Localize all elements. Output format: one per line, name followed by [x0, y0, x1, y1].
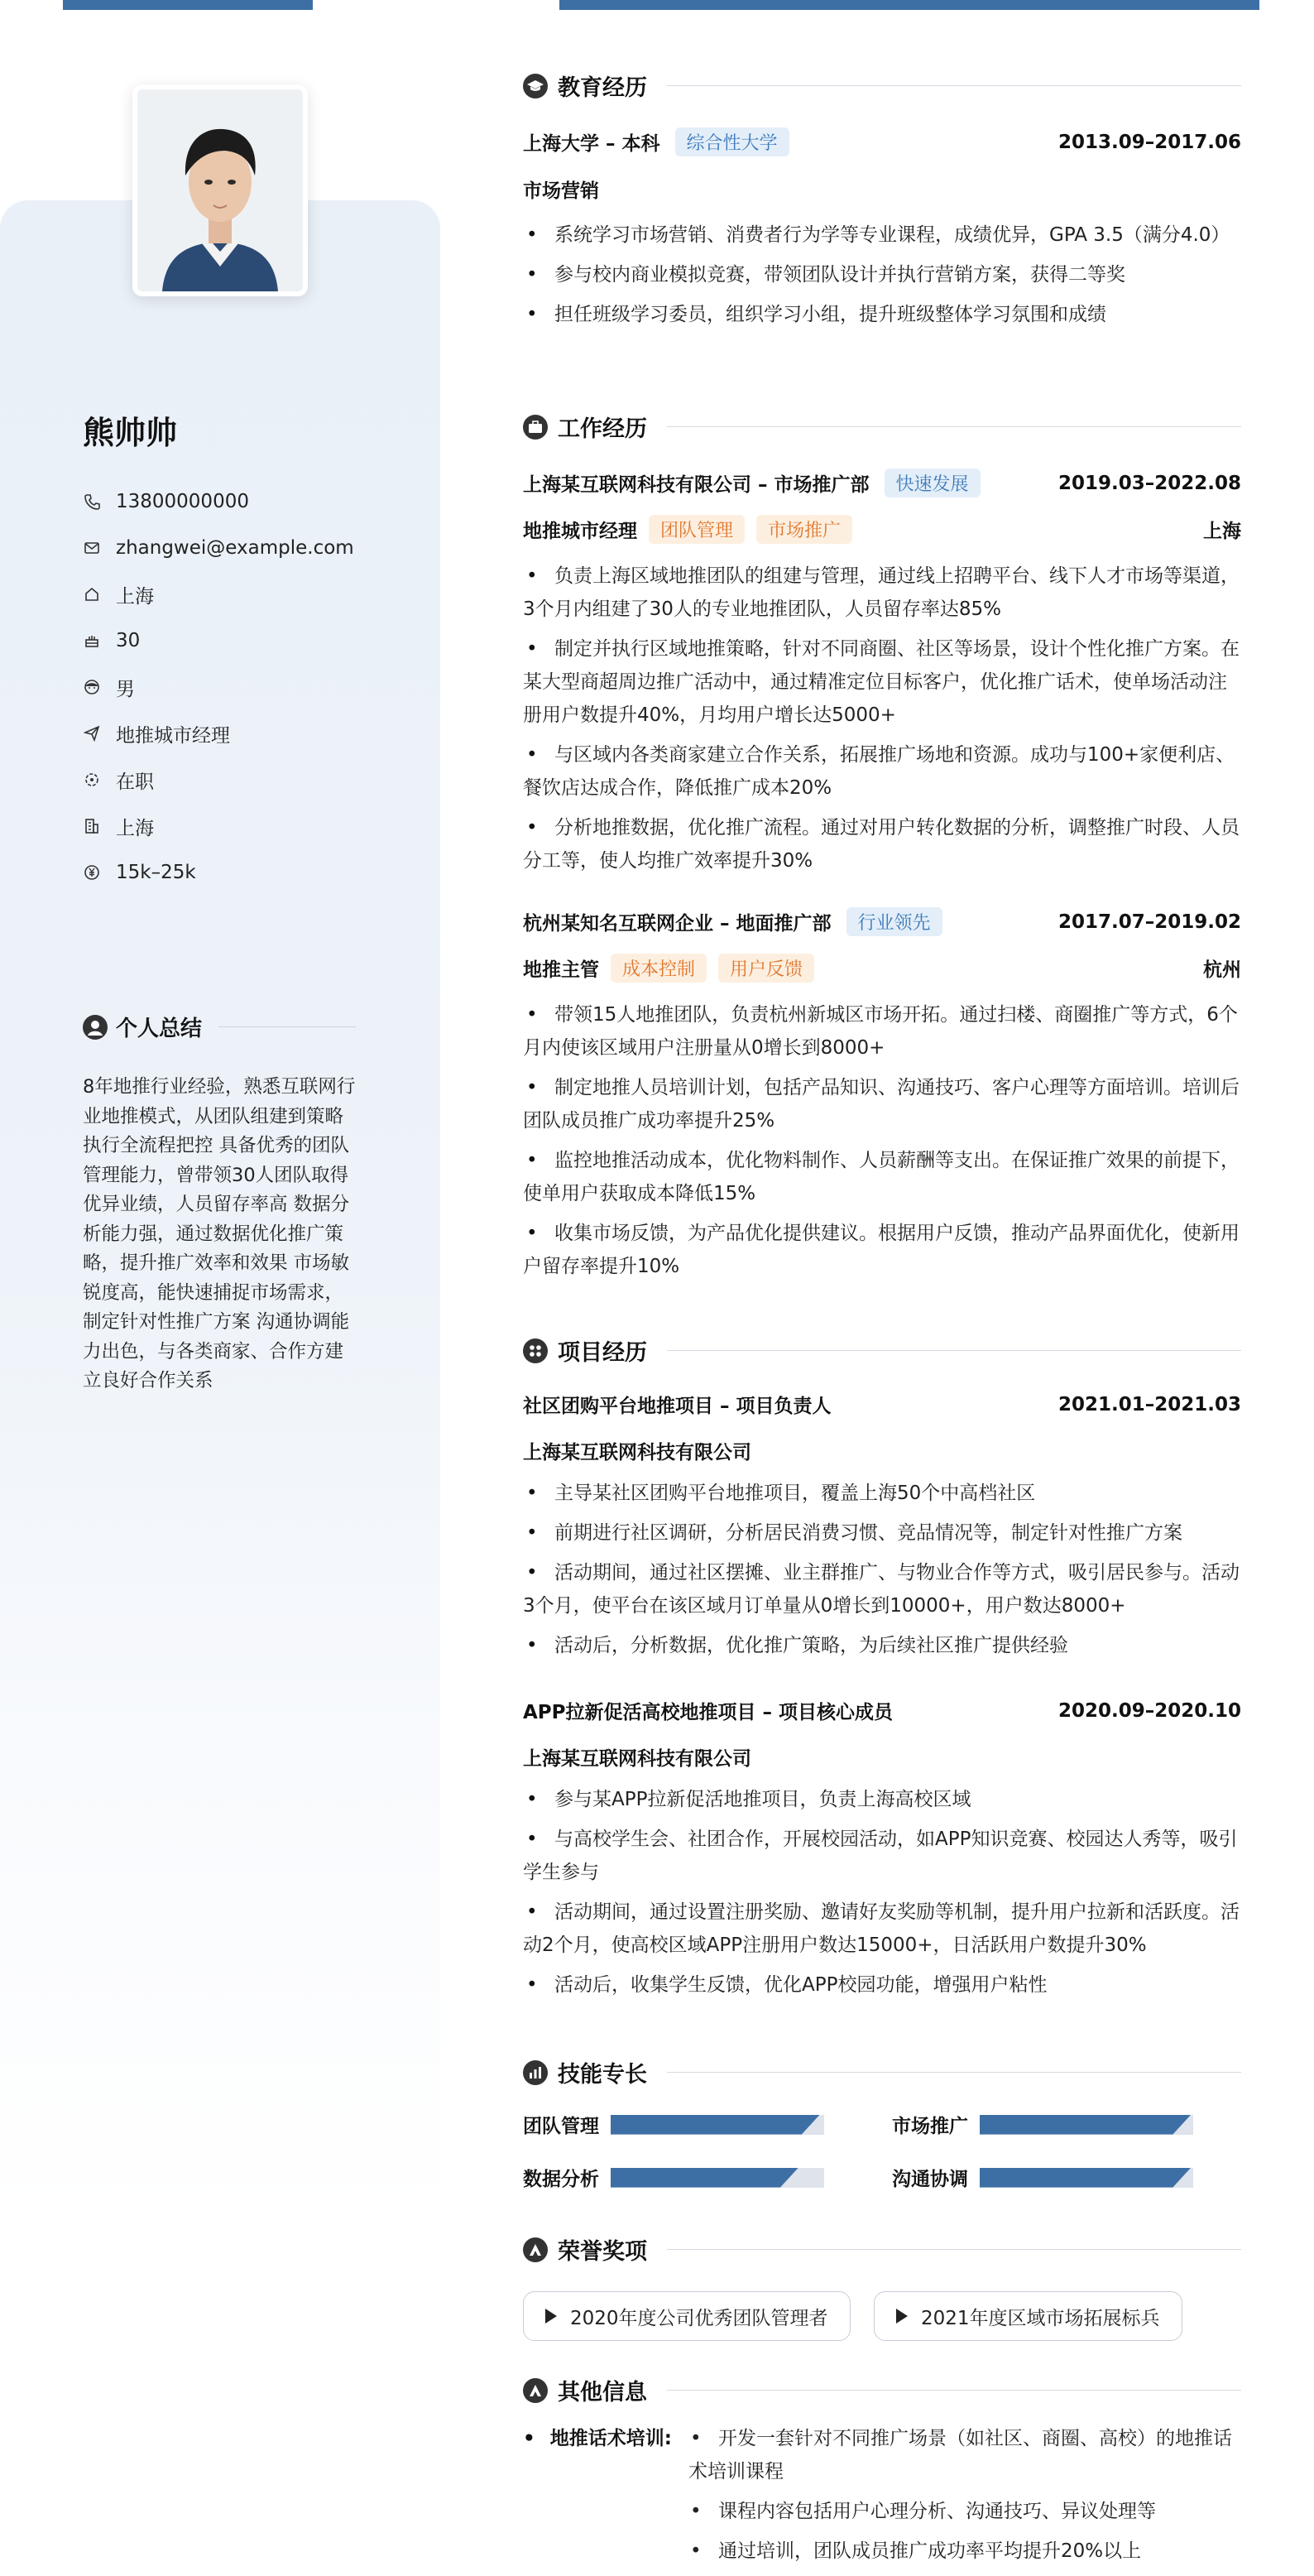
info-position — [83, 710, 354, 757]
education-divider — [667, 85, 1241, 86]
job-1-city: 上海 — [1203, 521, 1241, 542]
list-item: • 系统学习市场营销、消费者行为学等专业课程，成绩优异，GPA 3.5（满分4.0） — [523, 219, 1241, 252]
profile-name: 熊帅帅 — [83, 415, 178, 451]
info-location — [83, 571, 354, 618]
status-icon — [83, 771, 101, 789]
awards-divider — [667, 2249, 1241, 2250]
list-item: • 主导某社区团购平台地推项目，覆盖上海50个中高档社区 — [523, 1477, 1241, 1510]
awards-title: 荣誉奖项 — [558, 2239, 647, 2265]
list-item: • 课程内容包括用户心理分析、沟通技巧、异议处理等 — [688, 2495, 1241, 2528]
job-2-role: 地推主管 — [523, 959, 599, 981]
education-major-row — [523, 175, 1241, 203]
list-item: • 收集市场反馈，为产品优化提供建议。根据用户反馈，推动产品界面优化，使新用户留存率提升10% — [523, 1217, 1241, 1283]
job-2-skill-tag: 用户反馈 — [718, 954, 814, 983]
status-text: 在职 — [116, 771, 154, 793]
skill-name: 团队管理 — [523, 2116, 599, 2137]
list-item: • 制定地推人员培训计划，包括产品知识、沟通技巧、客户心理等方面培训。培训后团队成员推广成功率提升25% — [523, 1071, 1241, 1137]
education-title: 教育经历 — [558, 75, 647, 101]
project-1-row — [523, 1391, 1241, 1418]
email-text: zhangwei@example.com — [116, 537, 354, 559]
project-2-bullets — [523, 1783, 1241, 2008]
job-2-tag: 行业领先 — [846, 907, 942, 936]
phone-text: 13800000000 — [116, 491, 249, 512]
salary-text: 15k–25k — [116, 862, 196, 883]
project-1-bullets — [523, 1477, 1241, 1669]
location-text: 上海 — [116, 585, 154, 608]
job-2-date: 2017.07–2019.02 — [1057, 911, 1241, 933]
graduation-cap-icon — [523, 74, 548, 99]
skill-bar — [611, 2168, 824, 2188]
face-icon — [83, 678, 101, 696]
summary-divider — [218, 1026, 356, 1027]
skill-bar-fill — [980, 2168, 1191, 2188]
list-item: • 参与校内商业模拟竞赛，带领团队设计并执行营销方案，获得二等奖 — [523, 258, 1241, 291]
cake-icon — [83, 632, 101, 650]
list-item: • 开发一套针对不同推广场景（如社区、商圈、高校）的地推话术培训课程 — [688, 2422, 1241, 2488]
project-2-name: APP拉新促活高校地推项目 – 项目核心成员 — [523, 1702, 894, 1723]
job-1-skill-tag: 团队管理 — [649, 515, 745, 544]
list-item: • 与高校学生会、社团合作，开展校园活动，如APP知识竞赛、校园达人秀等，吸引学生参与 — [523, 1823, 1241, 1889]
job-1-role: 地推城市经理 — [523, 521, 637, 542]
skill-name: 市场推广 — [892, 2116, 968, 2137]
list-item: • 活动后，分析数据，优化推广策略，为后续社区推广提供经验 — [523, 1629, 1241, 1662]
other-title: 其他信息 — [558, 2380, 647, 2405]
info-email — [83, 525, 354, 571]
skill-item — [892, 2164, 1193, 2191]
job-1-bullets — [523, 560, 1241, 884]
list-item: • 监控地推活动成本，优化物料制作、人员薪酬等支出。在保证推广效果的前提下，使单用户获取成本降低15% — [523, 1144, 1241, 1210]
skill-bar — [980, 2168, 1193, 2188]
job-1-skill-tag: 市场推广 — [756, 515, 852, 544]
list-item: • 负责上海区域地推团队的组建与管理，通过线上招聘平台、线下人才市场等渠道，3个月内组建了30人的专业地推团队，人员留存率达85% — [523, 560, 1241, 626]
info-phone — [83, 478, 354, 525]
job-2-company: 杭州某知名互联网企业 – 地面推广部 — [523, 913, 832, 935]
projects-heading — [523, 1334, 1241, 1367]
skill-bar — [980, 2115, 1193, 2135]
work-heading — [523, 411, 1241, 443]
phone-icon — [83, 493, 101, 511]
major: 市场营销 — [523, 180, 599, 202]
profile-photo — [132, 84, 308, 296]
job-2-city: 杭州 — [1203, 959, 1241, 981]
project-1-name: 社区团购平台地推项目 – 项目负责人 — [523, 1396, 832, 1417]
summary-text: 8年地推行业经验，熟悉互联网行业地推模式，从团队组建到策略执行全流程把控 具备优秀的团队管理能力，曾带领30人团队取得优异业绩，人员留存率高 数据分析能力强，通过数据优化推广策略，提升推广效率和效果 市场敏锐度高，能快速捕捉市场需求，制定针对性推广方案 沟通协调能力出色，与各类商家、合作方建立良好合作关系 — [83, 1076, 356, 1391]
list-item: • 制定并执行区域地推策略，针对不同商圈、社区等场景，设计个性化推广方案。在某大型商超周边推广活动中，通过精准定位目标客户，优化推广话术，使单场活动注册用户数提升40%，月均用户增长达5000+ — [523, 632, 1241, 732]
list-item: • 分析地推数据，优化推广流程。通过对用户转化数据的分析，调整推广时段、人员分工等，使人均推广效率提升30% — [523, 811, 1241, 877]
send-icon — [83, 724, 101, 743]
portrait-illustration — [137, 89, 303, 291]
job-2-row — [523, 907, 1241, 936]
other-divider — [667, 2390, 1241, 2391]
project-1-company-row — [523, 1437, 1241, 1464]
list-item: • 通过培训，团队成员推广成功率平均提升20%以上 — [688, 2535, 1241, 2568]
project-2-company-row — [523, 1743, 1241, 1771]
skills-divider — [667, 2072, 1241, 2073]
other-info — [523, 2422, 1241, 2574]
city-text: 上海 — [116, 817, 154, 839]
skills-title: 技能专长 — [558, 2062, 647, 2088]
position-text: 地推城市经理 — [116, 724, 230, 747]
info-age — [83, 618, 354, 664]
avatar — [137, 89, 303, 291]
job-1-date: 2019.03–2022.08 — [1057, 472, 1241, 494]
job-2-bullets — [523, 998, 1241, 1290]
project-1-company: 上海某互联网科技有限公司 — [523, 1442, 751, 1463]
skill-item — [523, 2164, 824, 2191]
skill-bar-fill — [611, 2168, 798, 2188]
job-2-role-row — [523, 954, 1241, 983]
education-heading — [523, 70, 1241, 102]
award-label: 2021年度区域市场拓展标兵 — [921, 2307, 1160, 2329]
projects-divider — [667, 1350, 1241, 1351]
mail-icon — [83, 539, 101, 557]
school-tag: 综合性大学 — [675, 127, 789, 156]
skill-item — [523, 2111, 824, 2138]
job-1-row — [523, 469, 1241, 497]
job-1-company: 上海某互联网科技有限公司 – 市场推广部 — [523, 474, 870, 496]
award-chip — [523, 2291, 851, 2341]
skill-bar-fill — [611, 2115, 820, 2135]
play-icon — [545, 2309, 557, 2324]
top-accent-bar-left — [63, 0, 313, 10]
work-title: 工作经历 — [558, 416, 647, 442]
school-name: 上海大学 – 本科 — [523, 133, 660, 155]
contact-info-list — [83, 478, 354, 896]
award-icon — [523, 2378, 548, 2403]
top-accent-bar-right — [559, 0, 1259, 10]
skill-item — [892, 2111, 1193, 2138]
summary-heading — [83, 1012, 356, 1042]
home-icon — [83, 585, 101, 603]
job-1-tag: 快速发展 — [885, 469, 981, 497]
project-2-row — [523, 1697, 1241, 1724]
education-date: 2013.09–2017.06 — [1057, 131, 1241, 153]
skills-heading — [523, 2056, 1241, 2088]
info-city — [83, 803, 354, 849]
work-divider — [667, 426, 1241, 427]
job-1-role-row — [523, 515, 1241, 544]
list-item: • 担任班级学习委员，组织学习小组，提升班级整体学习氛围和成绩 — [523, 298, 1241, 331]
award-label: 2020年度公司优秀团队管理者 — [570, 2307, 828, 2329]
info-salary — [83, 849, 354, 896]
yuan-icon — [83, 863, 101, 882]
other-heading — [523, 2374, 1241, 2406]
list-item: • 参与某APP拉新促活地推项目，负责上海高校区域 — [523, 1783, 1241, 1816]
project-2-date: 2020.09–2020.10 — [1057, 1699, 1241, 1722]
projects-title: 项目经历 — [558, 1340, 647, 1366]
list-item: • 与区域内各类商家建立合作关系，拓展推广场地和资源。成功与100+家便利店、餐饮店达成合作，降低推广成本20% — [523, 738, 1241, 805]
project-2-company: 上海某互联网科技有限公司 — [523, 1748, 751, 1770]
building-icon — [83, 817, 101, 835]
briefcase-icon — [523, 415, 548, 440]
play-icon — [896, 2309, 908, 2324]
other-bullets — [688, 2422, 1241, 2568]
other-label: • 地推话术培训: — [523, 2422, 672, 2455]
job-2-skill-tag: 成本控制 — [611, 954, 707, 983]
list-item: • 活动期间，通过社区摆摊、业主群推广、与物业合作等方式，吸引居民参与。活动3个月，使平台在该区域月订单量从0增长到10000+，用户数达8000+ — [523, 1556, 1241, 1622]
skill-bar — [611, 2115, 824, 2135]
list-item: • 活动期间，通过设置注册奖励、邀请好友奖励等机制，提升用户拉新和活跃度。活动2个月，使高校区域APP注册用户数达15000+，日活跃用户数提升30% — [523, 1896, 1241, 1962]
list-item: • 活动后，收集学生反馈，优化APP校园功能，增强用户粘性 — [523, 1968, 1241, 2002]
age-text: 30 — [116, 630, 141, 651]
award-icon — [523, 2237, 548, 2262]
skill-name: 数据分析 — [523, 2169, 599, 2190]
education-bullets — [523, 219, 1241, 338]
awards-heading — [523, 2233, 1241, 2266]
skill-name: 沟通协调 — [892, 2169, 968, 2190]
skill-bar-fill — [980, 2115, 1191, 2135]
list-item: • 带领15人地推团队，负责杭州新城区市场开拓。通过扫楼、商圈推广等方式，6个月内使该区域用户注册量从0增长到8000+ — [523, 998, 1241, 1065]
grid-icon — [523, 1338, 548, 1363]
user-circle-icon — [83, 1015, 108, 1040]
award-chip — [874, 2291, 1182, 2341]
project-1-date: 2021.01–2021.03 — [1057, 1393, 1241, 1415]
list-item: • 前期进行社区调研，分析居民消费习惯、竞品情况等，制定针对性推广方案 — [523, 1516, 1241, 1550]
info-gender — [83, 664, 354, 710]
summary-title: 个人总结 — [116, 1016, 203, 1041]
gender-text: 男 — [116, 678, 135, 700]
info-status — [83, 757, 354, 803]
education-row — [523, 127, 1241, 156]
bar-chart-icon — [523, 2060, 548, 2085]
